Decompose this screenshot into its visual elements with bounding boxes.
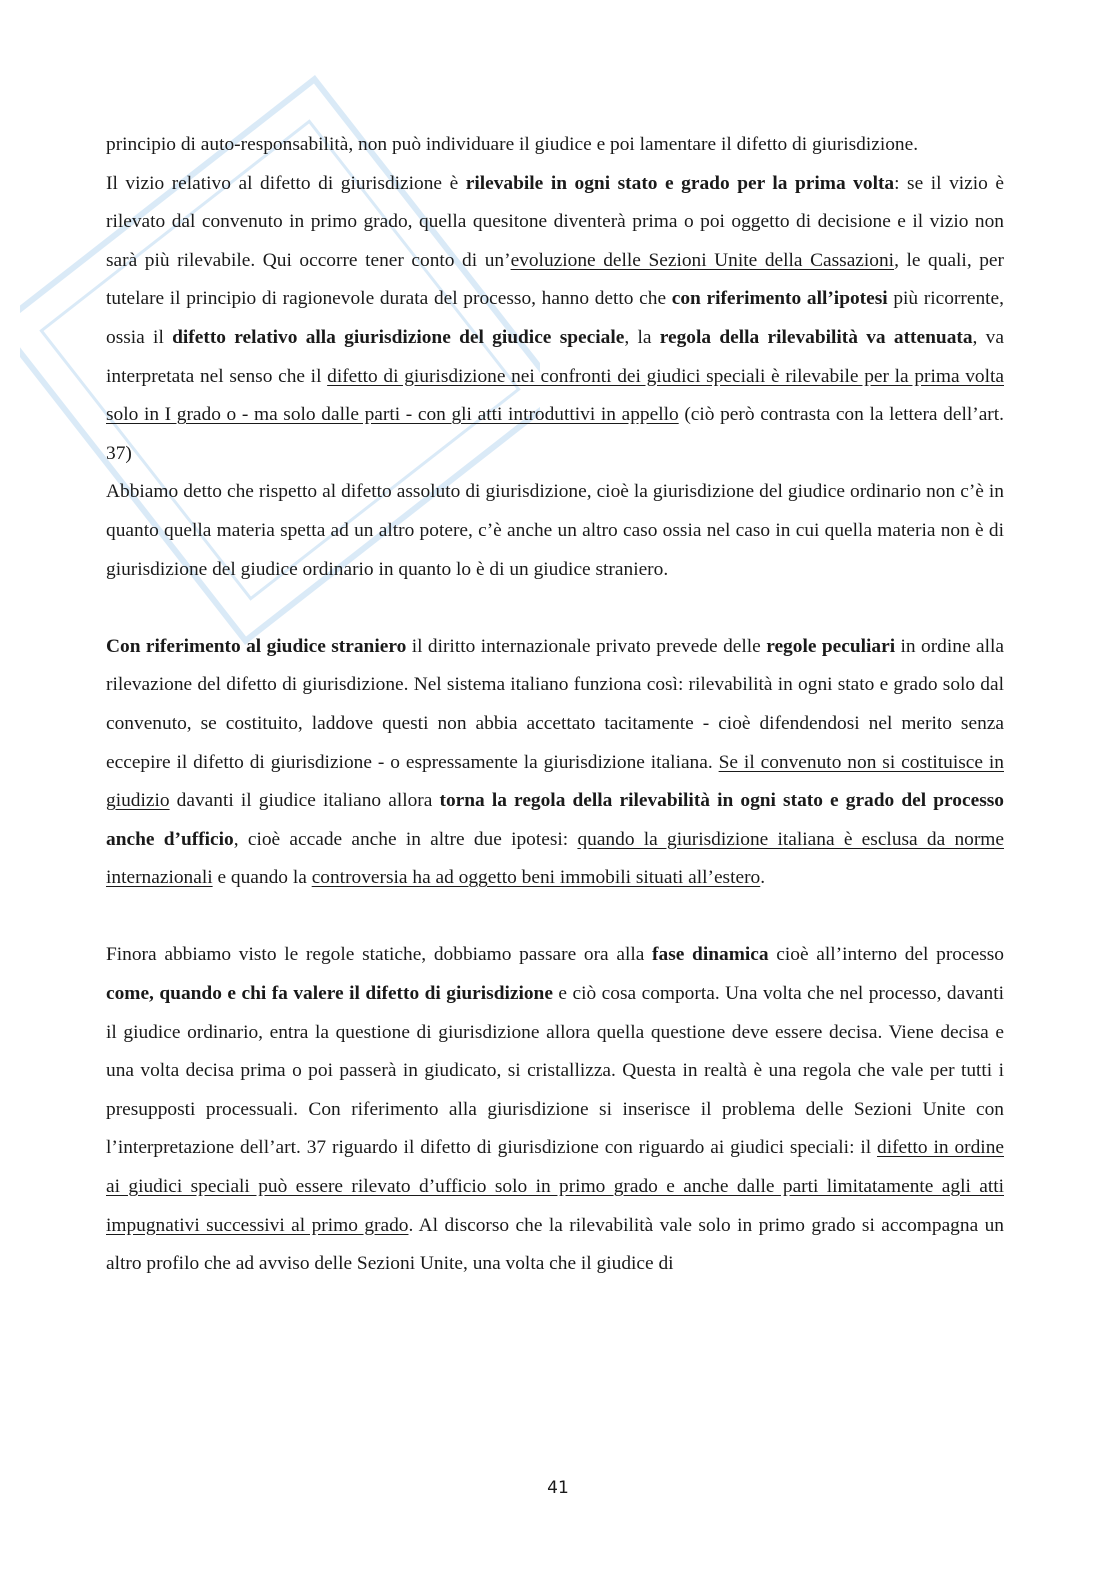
text-run: davanti il giudice italiano allora <box>169 790 440 812</box>
underlined-text: difetto in ordine ai giudici speciali può essere rilevato d’ufficio solo in primo grado e anche dalle parti limitatamente agli atti impugnativi successivi al primo grado <box>106 1137 1004 1236</box>
text-run: , le quali, per tutelare il principio di ragionevole durata del processo, hanno detto che <box>106 249 1004 310</box>
text-run: , cioè accade anche in altre due ipotesi: <box>233 828 578 850</box>
text-run: in ordine alla rilevazione del difetto di giurisdizione. Nel sistema italiano funziona così: rilevabilità in ogni stato e grado solo dal convenuto, se costituito, laddove questi non abbia accettato tacitamente - cioè difendendosi nel merito senza eccepire il difetto di giurisdizione - o espressamente la giurisdizione italiana. <box>106 635 1004 773</box>
underlined-text: evoluzione delle Sezioni Unite della Cassazioni <box>510 249 895 271</box>
text-run: e quando la <box>212 867 312 889</box>
bold-text: regola della rilevabilità va attenuata <box>659 326 973 348</box>
underlined-text: controversia ha ad oggetto beni immobili situati all’estero <box>311 867 761 889</box>
underlined-text: difetto di giurisdizione nei confronti dei giudici speciali è rilevabile per la prima volta solo in I grado o - ma solo dalle parti - con gli atti introduttivi in appello <box>106 365 1004 426</box>
text-run: il diritto internazionale privato prevede delle <box>406 635 767 657</box>
text-run: , va interpretata nel senso che il <box>106 326 1004 387</box>
text-run: Finora abbiamo visto le regole statiche, dobbiamo passare ora alla <box>106 944 653 966</box>
text-run: principio di auto-responsabilità, non può individuare il giudice e poi lamentare il difetto di giurisdizione. <box>106 134 919 155</box>
text-run: e ciò cosa comporta. Una volta che nel processo, davanti il giudice ordinario, entra la questione di giurisdizione allora quella questione deve essere decisa. Viene decisa e una volta decisa prima o poi passerà in giudicato, si cristallizza. Questa in realtà è una regola che vale per tutti i presupposti processuali. Con riferimento alla giurisdizione si inserisce il problema delle Sezioni Unite con l’interpretazione dell’art. 37 riguardo il difetto di giurisdizione con riguardo ai giudici speciali: il <box>106 983 1004 1159</box>
text-run: più ricorrente, ossia il <box>106 288 1004 348</box>
paragraph-1 <box>106 126 1004 165</box>
page-number: 41 <box>547 1478 569 1498</box>
text-run: . Al discorso che la rilevabilità vale solo in primo grado si accompagna un altro profilo che ad avviso delle Sezioni Unite, una volta che il giudice di <box>106 1214 1004 1275</box>
text-run: . <box>760 867 766 889</box>
bold-text: regole peculiari <box>766 635 896 657</box>
paragraph-3 <box>106 473 1004 589</box>
paragraph-4 <box>106 628 1004 898</box>
paragraph-2 <box>106 165 1004 474</box>
paragraph-5 <box>106 936 1004 1283</box>
text-run: , la <box>624 326 660 348</box>
text-run: : se il vizio è rilevato dal convenuto in primo grado, quella quesitone diventerà prima o poi oggetto di decisione e il vizio non sarà più rilevabile. Qui occorre tener conto di un’ <box>106 172 1004 271</box>
bold-text: con riferimento all’ipotesi <box>671 288 888 310</box>
bold-text: fase dinamica <box>652 944 769 966</box>
text-run: Il vizio relativo al difetto di giurisdizione è <box>106 172 466 194</box>
text-run: Abbiamo detto che rispetto al difetto assoluto di giurisdizione, cioè la giurisdizione del giudice ordinario non c’è in quanto quella materia spetta ad un altro potere, c’è anche un altro caso ossia nel caso in cui quella materia non è di giurisdizione del giudice ordinario in quanto lo è di un giudice straniero. <box>106 481 1004 580</box>
text-run: cioè all’interno del processo <box>768 944 1004 966</box>
bold-text: rilevabile in ogni stato e grado per la prima volta <box>465 172 895 194</box>
document-body <box>106 126 1004 1284</box>
bold-text: torna la regola della rilevabilità in ogni stato e grado del processo anche d’ufficio <box>106 790 1004 850</box>
underlined-text: Se il convenuto non si costituisce in giudizio <box>106 751 1004 812</box>
bold-text: Con riferimento al giudice straniero <box>106 635 407 657</box>
underlined-text: quando la giurisdizione italiana è esclusa da norme internazionali <box>106 828 1004 889</box>
bold-text: come, quando e chi fa valere il difetto di giurisdizione <box>106 983 553 1005</box>
text-run: (ciò però contrasta con la lettera dell’art. 37) <box>106 404 1004 464</box>
bold-text: difetto relativo alla giurisdizione del giudice speciale <box>172 326 625 348</box>
